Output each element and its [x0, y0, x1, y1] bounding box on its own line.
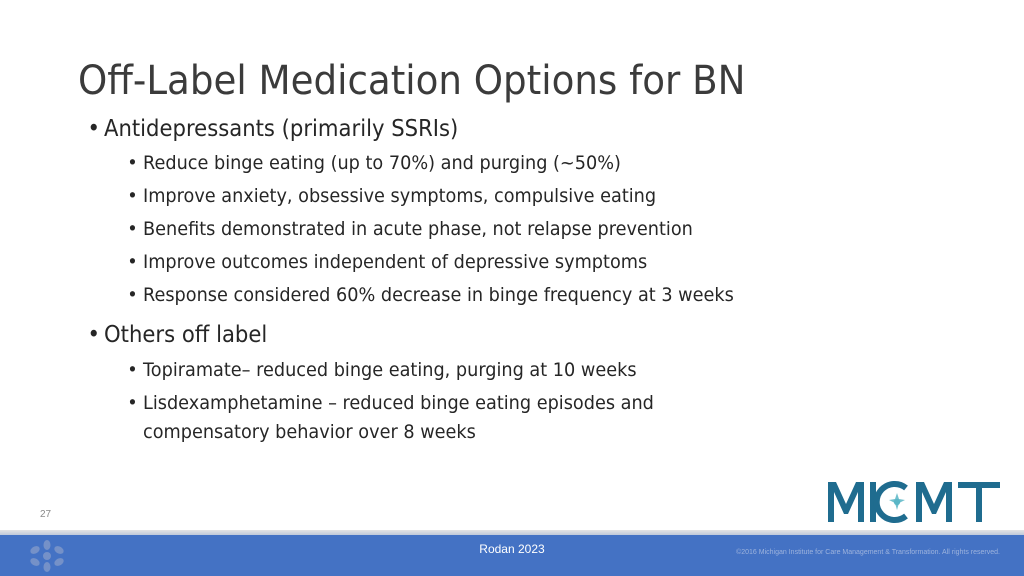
bullet-text: Others off label — [104, 322, 268, 348]
sub-bullet — [127, 392, 654, 414]
sub-bullet — [127, 359, 637, 381]
sub-bullet — [127, 152, 621, 174]
bullet-dot: • — [127, 152, 138, 174]
bullet-text: Improve anxiety, obsessive symptoms, compulsive eating — [143, 185, 657, 207]
sub-bullet-continuation: compensatory behavior over 8 weeks — [143, 421, 476, 443]
bullet-dot: • — [127, 392, 138, 414]
sub-bullet — [127, 251, 648, 273]
sub-bullet — [127, 185, 657, 207]
slide-number: 27 — [40, 509, 52, 520]
bullet-text: Response considered 60% decrease in binge frequency at 3 weeks — [143, 284, 734, 306]
bullet-dot: • — [127, 218, 138, 240]
slide-title: Off-Label Medication Options for BN — [78, 58, 746, 104]
micmt-logo — [826, 465, 1002, 524]
bullet-text: Antidepressants (primarily SSRIs) — [104, 116, 459, 142]
bullet-dot: • — [127, 251, 138, 273]
footer-text: Rodan 2023 — [479, 542, 545, 556]
bullet-others-off-label — [87, 322, 268, 348]
bullet-text: Improve outcomes independent of depressive symptoms — [143, 251, 648, 273]
bullet-dot: • — [127, 359, 138, 381]
logo-text: MICMT — [826, 465, 879, 482]
sub-bullet — [127, 284, 734, 306]
bullet-text: Reduce binge eating (up to 70%) and purging (~50%) — [143, 152, 621, 174]
star-emblem-icon — [889, 493, 905, 510]
bullet-dot: • — [127, 284, 138, 306]
bullet-dot: • — [87, 116, 100, 142]
sub-bullet — [127, 218, 693, 240]
bullet-dot: • — [87, 322, 100, 348]
bullet-text: Topiramate– reduced binge eating, purging at 10 weeks — [143, 359, 637, 381]
bullet-antidepressants — [87, 116, 459, 142]
bullet-text: Benefits demonstrated in acute phase, not relapse prevention — [143, 218, 693, 240]
bullet-dot: • — [127, 185, 138, 207]
copyright-text: ©2016 Michigan Institute for Care Management & Transformation. All rights reserved. — [736, 549, 1000, 556]
bullet-text: Lisdexamphetamine – reduced binge eating episodes and — [143, 392, 654, 414]
